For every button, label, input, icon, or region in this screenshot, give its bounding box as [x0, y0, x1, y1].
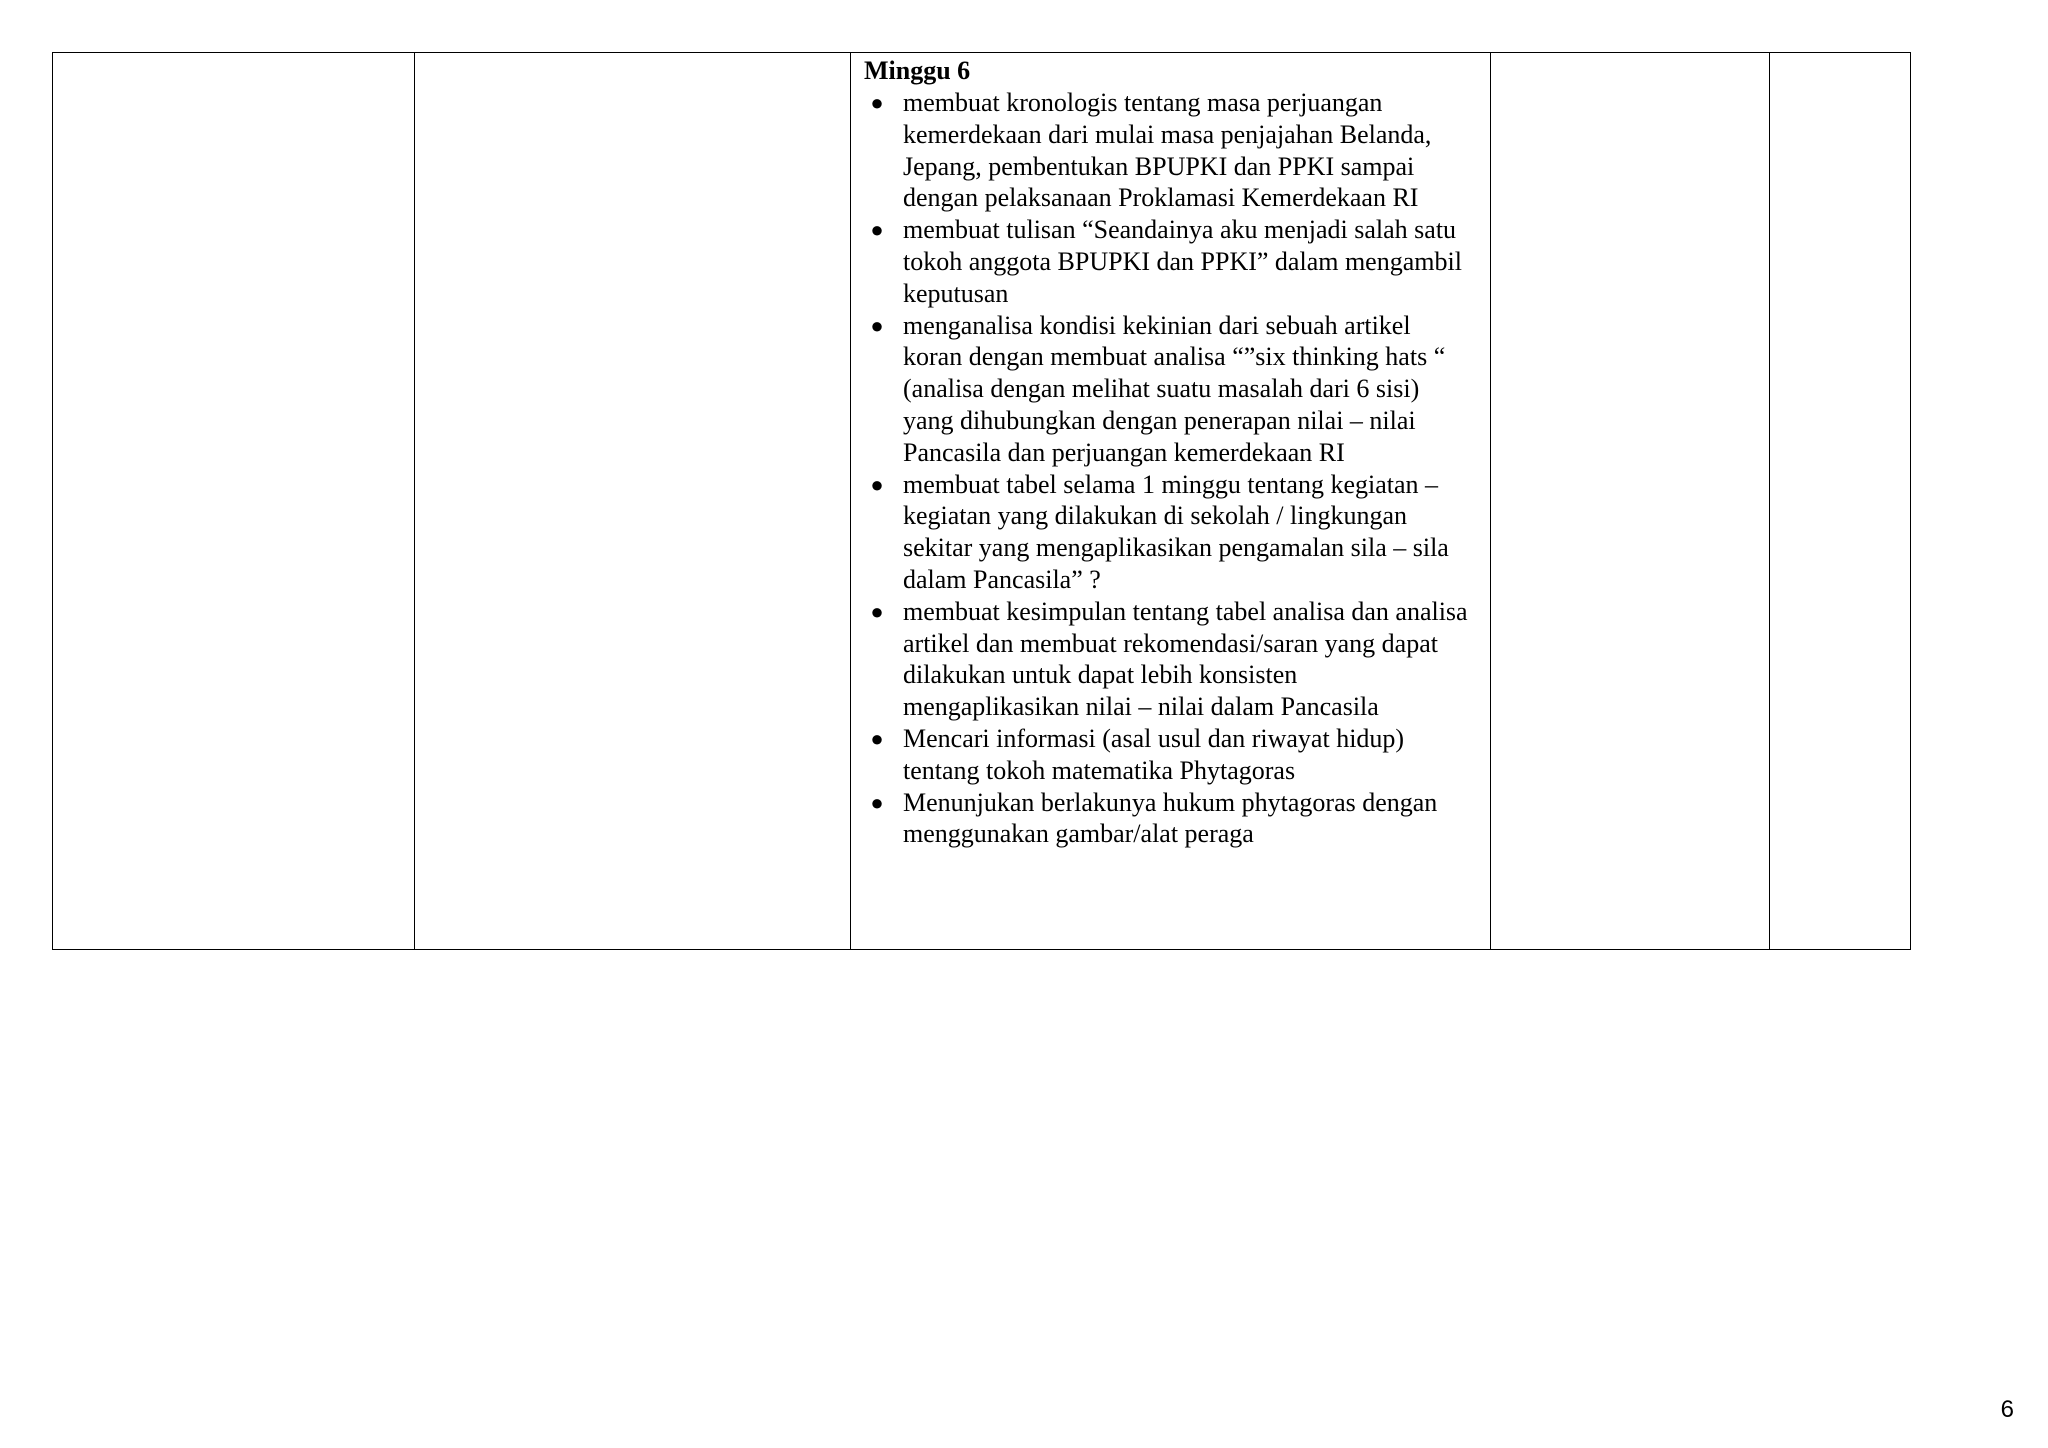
table-cell-empty-4 — [1491, 53, 1770, 950]
bullet-icon: ● — [870, 598, 884, 624]
activity-text: membuat kesimpulan tentang tabel analisa dan analisa artikel dan membuat rekomendasi/saran yang dapat dilakukan untuk dapat lebih konsisten mengaplikasikan nilai – nilai dalam Pancasila — [903, 596, 1468, 722]
document-table — [52, 52, 1911, 950]
list-item — [864, 723, 1472, 787]
bullet-icon: ● — [870, 217, 884, 243]
activity-text: membuat kronologis tentang masa perjuangan kemerdekaan dari mulai masa penjajahan Belanda, Jepang, pembentukan BPUPKI dan PPKI sampai dengan pelaksanaan Proklamasi Kemerdekaan RI — [903, 88, 1432, 213]
list-item — [864, 87, 1472, 214]
activity-text: membuat tulisan “Seandainya aku menjadi salah satu tokoh anggota BPUPKI dan PPKI” dalam mengambil keputusan — [903, 215, 1462, 308]
table-cell-empty-2 — [415, 53, 851, 950]
bullet-icon: ● — [870, 725, 884, 751]
activity-text: Mencari informasi (asal usul dan riwayat hidup) tentang tokoh matematika Phytagoras — [903, 723, 1405, 785]
list-item — [864, 787, 1472, 851]
list-item — [864, 469, 1472, 596]
list-item — [864, 596, 1472, 723]
table-row — [53, 53, 1911, 950]
table-cell-empty-1 — [53, 53, 415, 950]
page-number: 6 — [2000, 1396, 2014, 1423]
activity-list — [864, 87, 1472, 850]
bullet-icon: ● — [870, 312, 884, 338]
table-cell-empty-5 — [1770, 53, 1911, 950]
list-item — [864, 310, 1472, 469]
activity-text: menganalisa kondisi kekinian dari sebuah artikel koran dengan membuat analisa “”six thinking hats “ (analisa dengan melihat suatu masalah dari 6 sisi) yang dihubungkan dengan penerapan nilai – nilai Pancasila dan perjuangan kemerdekaan RI — [903, 310, 1446, 467]
list-item — [864, 214, 1472, 309]
bullet-icon: ● — [870, 471, 884, 497]
week-heading: Minggu 6 — [864, 56, 971, 85]
activity-text: membuat tabel selama 1 minggu tentang kegiatan – kegiatan yang dilakukan di sekolah / lingkungan sekitar yang mengaplikasikan pengamalan sila – sila dalam Pancasila” ? — [903, 469, 1449, 594]
activity-text: Menunjukan berlakunya hukum phytagoras dengan menggunakan gambar/alat peraga — [903, 787, 1438, 849]
bullet-icon: ● — [870, 789, 884, 815]
table-cell-activities — [851, 53, 1491, 950]
bullet-icon: ● — [870, 90, 884, 115]
